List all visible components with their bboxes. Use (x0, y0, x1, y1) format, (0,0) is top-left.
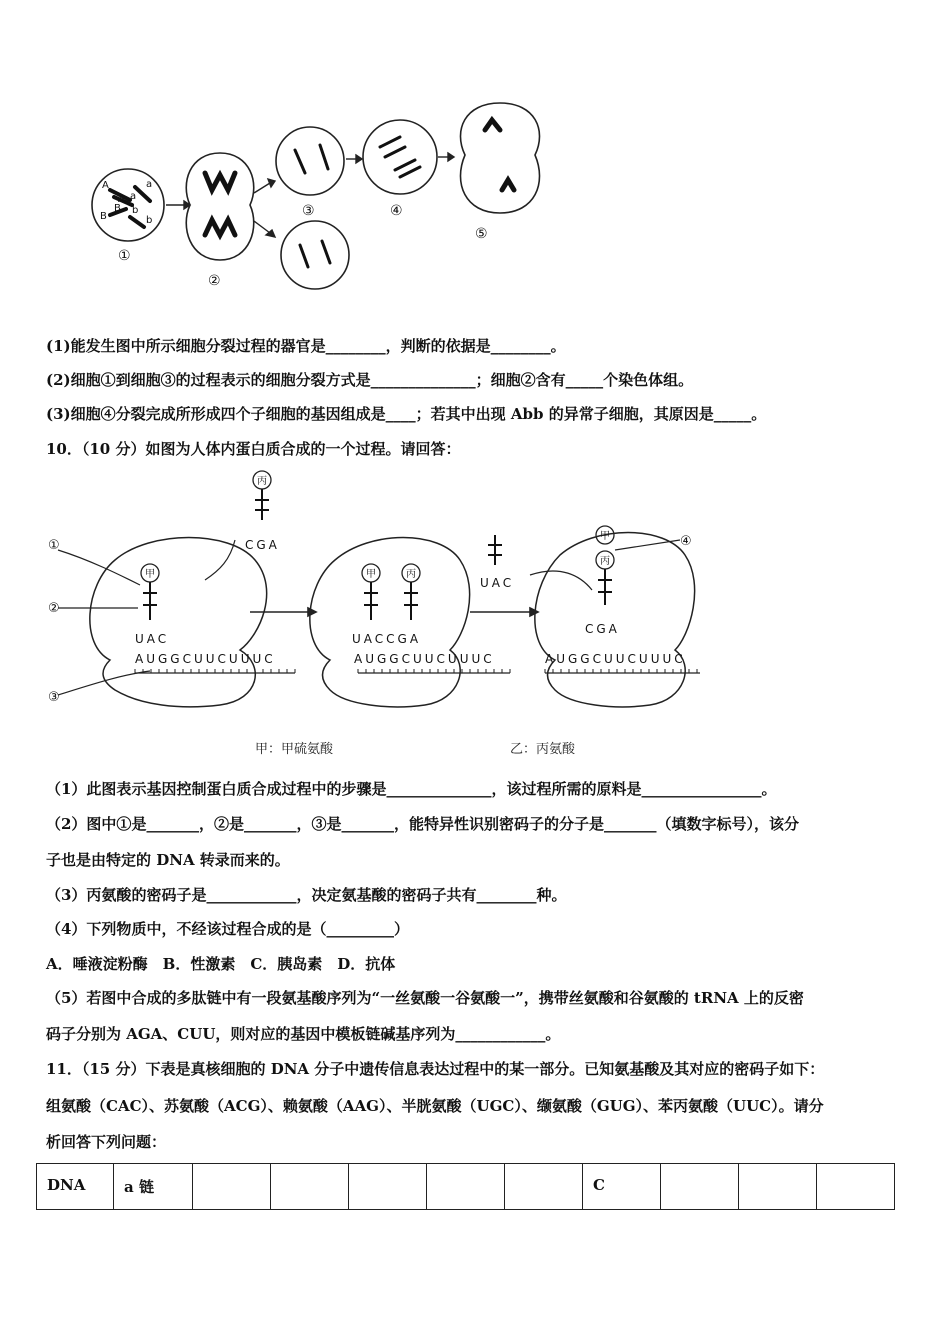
ribosome-3 (535, 533, 695, 707)
marker-1: ① (48, 538, 60, 553)
table-cell (817, 1164, 895, 1210)
marker-2: ② (48, 601, 60, 616)
q9-line1: (1)能发生图中所示细胞分裂过程的器官是________，判断的依据是________。 (46, 337, 566, 355)
cell-3-top (276, 127, 344, 195)
dna-table (36, 1163, 895, 1210)
q10-s4: （4）下列物质中，不经该过程合成的是（_________） (46, 920, 409, 938)
mrna-2: AUGGCUUCUUUC (354, 652, 495, 666)
table-cell (505, 1164, 583, 1210)
table-cell: C (583, 1164, 661, 1210)
ribosome-1 (90, 538, 267, 707)
gene-a-1: a (146, 179, 153, 190)
table-cell (349, 1164, 427, 1210)
protein-synthesis-figure (40, 465, 740, 765)
gene-B-1: B (100, 211, 107, 222)
gene-A-1: A (102, 180, 109, 191)
gene-b-1: b (132, 205, 139, 216)
q11-line2: 组氨酸（CAC）、苏氨酸（ACG）、赖氨酸（AAG）、半胱氨酸（UGC）、缬氨酸（GUG）、苯丙氨酸（UUC）。请分 (46, 1097, 824, 1115)
label-cell-3: ③ (302, 203, 315, 219)
aa-jia-3: 甲 (600, 531, 610, 542)
anticodon-uac-2: UAC (480, 576, 515, 590)
ribosome-2 (310, 538, 470, 707)
gene-A-2: A (118, 194, 125, 205)
aa-jia-1: 甲 (145, 569, 155, 580)
table-cell (739, 1164, 817, 1210)
q10-title: 10．（10 分）如图为人体内蛋白质合成的一个过程。请回答： (46, 440, 461, 458)
q11-title: 11．（15 分）下表是真核细胞的 DNA 分子中遗传信息表达过程中的某一部分。已知氨基酸及其对应的密码子如下： (46, 1060, 825, 1078)
aa-jia-2: 甲 (366, 569, 376, 580)
label-cell-5: ⑤ (475, 226, 488, 242)
cell-2 (186, 153, 254, 260)
cell-4 (363, 120, 437, 194)
label-cell-1: ① (118, 248, 131, 264)
table-cell (661, 1164, 739, 1210)
mrna-3: AUGGCUUCUUUC (545, 652, 686, 666)
table-cell (271, 1164, 349, 1210)
table-cell (427, 1164, 505, 1210)
aa-bing-3: 丙 (600, 556, 610, 567)
legend-yi: 乙：丙氨酸 (510, 742, 576, 757)
label-cell-2: ② (208, 273, 221, 289)
gene-a-2: a (130, 191, 137, 202)
anticodon-cga-1: CGA (245, 538, 280, 552)
q10-s4-options: A．唾液淀粉酶 B．性激素 C．胰岛素 D．抗体 (46, 955, 396, 973)
cell-division-figure (80, 95, 560, 295)
marker-4: ④ (680, 534, 692, 549)
anticodon-uaccga: UACCGA (352, 632, 422, 646)
q10-s2b: 子也是由特定的 DNA 转录而来的。 (46, 851, 290, 869)
q9-line2: (2)细胞①到细胞③的过程表示的细胞分裂方式是______________；细胞②含有_____个染色体组。 (46, 371, 694, 389)
anticodon-uac-1: UAC (135, 632, 170, 646)
q10-s3: （3）丙氨酸的密码子是____________，决定氨基酸的密码子共有________种。 (46, 886, 567, 904)
gene-B-2: B (114, 203, 121, 214)
marker-3: ③ (48, 690, 60, 705)
table-cell: DNA (37, 1164, 114, 1210)
cell-3-bottom (281, 221, 349, 289)
aa-bing-2: 丙 (406, 569, 416, 580)
anticodon-cga-2: CGA (585, 622, 620, 636)
table-cell (193, 1164, 271, 1210)
mrna-1: AUGGCUUCUUUC (135, 652, 276, 666)
label-cell-4: ④ (390, 203, 403, 219)
aa-bing-1: 丙 (257, 476, 267, 487)
table-cell: a 链 (114, 1164, 193, 1210)
cell-5 (460, 103, 539, 213)
gene-b-2: b (146, 215, 153, 226)
q10-s5b: 码子分别为 AGA、CUU，则对应的基因中模板链碱基序列为____________。 (46, 1025, 561, 1043)
table-row (37, 1164, 895, 1210)
legend-jia: 甲：甲硫氨酸 (255, 742, 334, 757)
q9-line3: (3)细胞④分裂完成所形成四个子细胞的基因组成是____；若其中出现 Abb 的异常子细胞，其原因是_____。 (46, 405, 767, 423)
q11-line3: 析回答下列问题： (46, 1133, 167, 1151)
q10-s1: （1）此图表示基因控制蛋白质合成过程中的步骤是______________，该过程所需的原料是________________。 (46, 780, 777, 798)
q10-s5a: （5）若图中合成的多肽链中有一段氨基酸序列为“一丝氨酸一谷氨酸一”，携带丝氨酸和谷氨酸的 tRNA 上的反密 (46, 989, 804, 1007)
q10-s2a: （2）图中①是_______，②是_______，③是_______，能特异性识别密码子的分子是_______（填数字标号），该分 (46, 815, 799, 833)
